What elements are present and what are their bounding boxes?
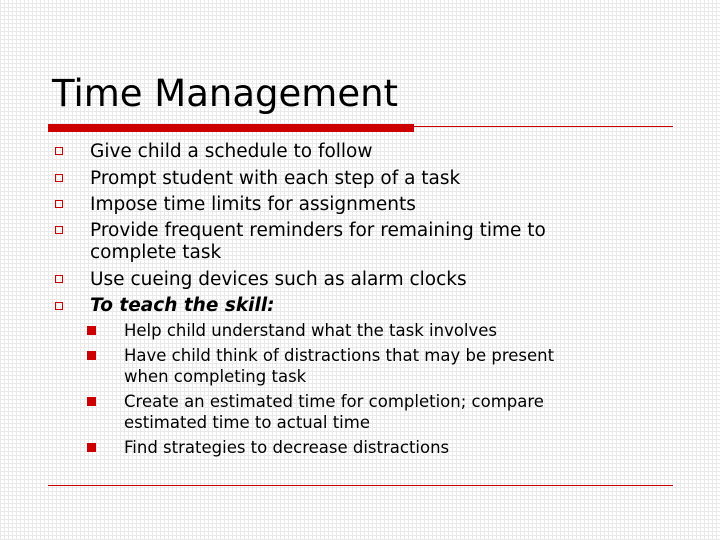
hollow-square-icon	[55, 200, 63, 208]
bullet-text: Give child a schedule to follow	[90, 141, 373, 162]
subbullet-text: Have child think of distractions that may be present	[124, 346, 555, 365]
hollow-square-icon	[55, 226, 63, 234]
hollow-square-icon	[55, 174, 63, 182]
hollow-square-icon	[55, 275, 63, 283]
bullet-text: Use cueing devices such as alarm clocks	[90, 269, 467, 290]
title-accent-bar	[48, 124, 414, 132]
bullet-text: Impose time limits for assignments	[90, 194, 416, 215]
filled-square-icon	[87, 397, 96, 406]
bullet-text: Provide frequent reminders for remaining time to	[90, 220, 546, 241]
subbullet-text-continuation: when completing task	[124, 367, 307, 386]
hollow-square-icon	[55, 302, 63, 310]
bullet-text: Prompt student with each step of a task	[90, 168, 461, 189]
bullet-text-continuation: complete task	[90, 242, 222, 263]
slide-title: Time Management	[52, 72, 399, 115]
footer-divider	[48, 485, 673, 486]
filled-square-icon	[87, 326, 96, 335]
subbullet-text: Find strategies to decrease distractions	[124, 438, 450, 457]
filled-square-icon	[87, 443, 96, 452]
subbullet-text-continuation: estimated time to actual time	[124, 413, 370, 432]
hollow-square-icon	[55, 147, 63, 155]
subbullet-text: Help child understand what the task involves	[124, 321, 498, 340]
subbullet-text: Create an estimated time for completion; compare	[124, 392, 544, 411]
bullet-heading: To teach the skill:	[90, 295, 275, 316]
filled-square-icon	[87, 351, 96, 360]
